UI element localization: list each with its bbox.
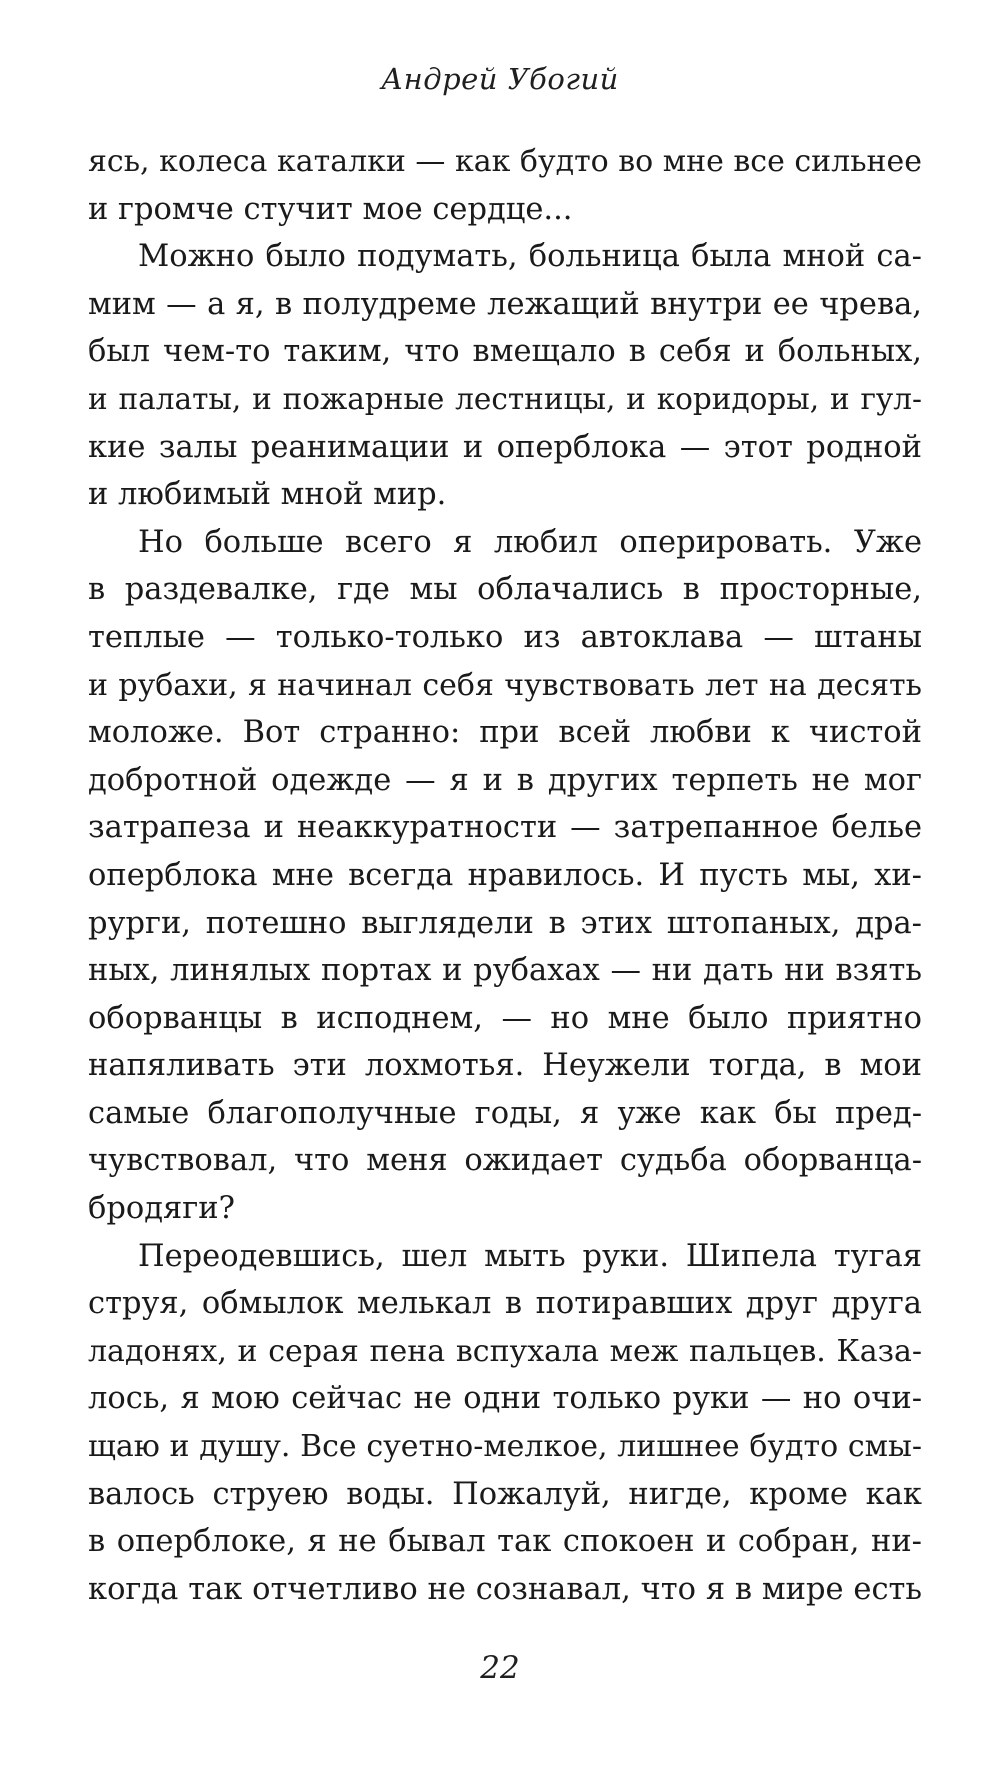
text-line: ладонях, и серая пена вспухала меж пальцев. Каза- xyxy=(88,1333,922,1369)
text-line: был чем-то таким, что вмещало в себя и больных, xyxy=(88,334,922,370)
text-line: теплые — только-только из автоклава — штаны xyxy=(88,619,922,655)
text-line: самые благополучные годы, я уже как бы пред- xyxy=(88,1095,922,1131)
page-number: 22 xyxy=(480,1650,520,1686)
text-line: и любимый мной мир. xyxy=(88,477,447,513)
text-line: напяливать эти лохмотья. Неужели тогда, в мои xyxy=(88,1048,922,1084)
text-line: ясь, колеса каталки — как будто во мне все сильнее xyxy=(88,144,922,179)
text-line: Но больше всего я любил оперировать. Уже xyxy=(138,524,922,560)
text-line: чувствовал, что меня ожидает судьба оборванца- xyxy=(88,1143,922,1179)
body-text xyxy=(88,138,922,1613)
text-line: лось, я мою сейчас не одни только руки — но очи- xyxy=(88,1381,922,1417)
text-line: в оперблоке, я не бывал так спокоен и собран, ни- xyxy=(88,1524,922,1560)
text-line: щаю и душу. Все суетно-мелкое, лишнее будто смы- xyxy=(88,1429,922,1465)
text-line: кие залы реанимации и оперблока — этот родной xyxy=(88,429,922,465)
text-line: оборванцы в исподнем, — но мне было приятно xyxy=(88,1000,922,1036)
text-line: мим — а я, в полудреме лежащий внутри ее чрева, xyxy=(88,286,922,322)
text-line: Переодевшись, шел мыть руки. Шипела тугая xyxy=(138,1238,922,1274)
text-line: моложе. Вот странно: при всей любви к чистой xyxy=(88,715,922,751)
text-line: в раздевалке, где мы облачались в просторные, xyxy=(88,572,922,608)
text-line: ных, линялых портах и рубахах — ни дать ни взять xyxy=(88,953,922,989)
text-line: струя, обмылок мелькал в потиравших друг друга xyxy=(88,1286,922,1322)
text-line: затрапеза и неаккуратности — затрепанное белье xyxy=(88,810,922,846)
text-line: когда так отчетливо не сознавал, что я в мире есть xyxy=(88,1571,922,1607)
text-line: рурги, потешно выглядели в этих штопаных, дра- xyxy=(88,905,922,941)
text-line: и палаты, и пожарные лестницы, и коридоры, и гул- xyxy=(88,381,922,416)
text-line: и громче стучит мое сердце... xyxy=(88,191,573,227)
text-line: оперблока мне всегда нравилось. И пусть мы, хи- xyxy=(88,857,922,893)
text-line: добротной одежде — я и в других терпеть не мог xyxy=(88,762,922,798)
text-line: бродяги? xyxy=(88,1191,235,1227)
text-line: Можно было подумать, больница была мной са- xyxy=(138,239,922,275)
text-line: и рубахи, я начинал себя чувствовать лет на десять xyxy=(88,667,922,703)
text-line: валось струею воды. Пожалуй, нигде, кроме как xyxy=(88,1476,922,1512)
running-head: Андрей Убогий xyxy=(381,62,619,96)
